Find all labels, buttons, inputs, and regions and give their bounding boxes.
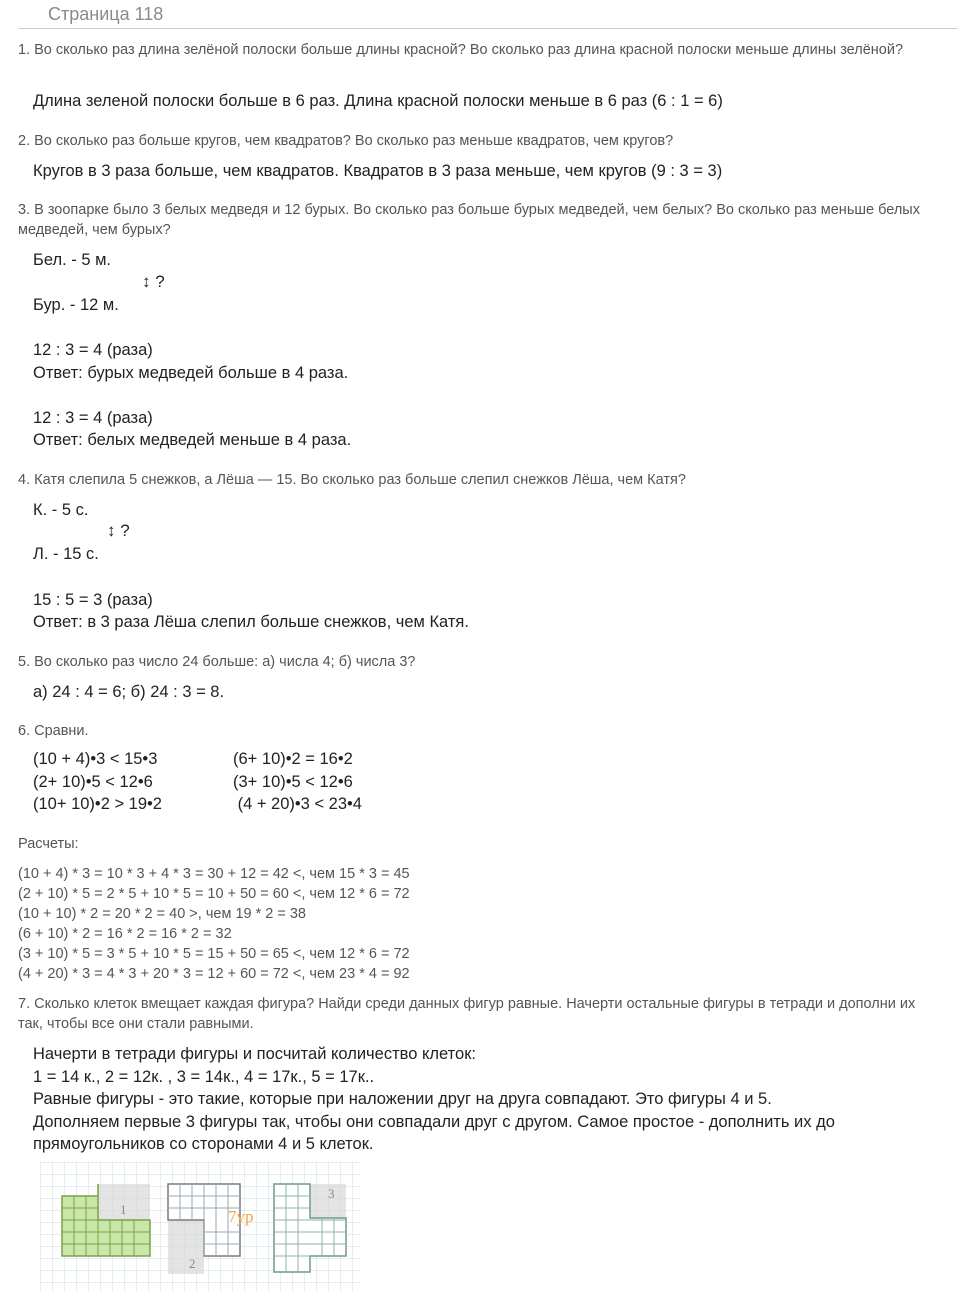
q4-calc: 15 : 5 = 3 (раза) (33, 591, 153, 609)
figure-label-1: 1 (120, 1202, 127, 1217)
answer-2: Кругов в 3 раза больше, чем квадратов. Квадратов в 3 раза меньше, чем кругов (9 : 3 = 3) (33, 162, 723, 180)
calc-line-2: (2 + 10) * 5 = 2 * 5 + 10 * 5 = 10 + 50 = 60 <, чем 12 * 6 = 72 (18, 886, 410, 902)
q3-answer-2: Ответ: белых медведей меньше в 4 раза. (33, 431, 352, 449)
q7-line-2: 1 = 14 к., 2 = 12к. , 3 = 14к., 4 = 17к., 5 = 17к.. (33, 1068, 375, 1086)
question-3: 3. В зоопарке было 3 белых медведя и 12 бурых. Во сколько раз больше бурых медведей, чем белых? Во сколько раз меньше белых медведей, чем бурых? (18, 202, 920, 238)
calc-label: Расчеты: (18, 836, 79, 852)
compare-left-2: (2+ 10)•5 < 12•6 (33, 773, 153, 791)
q3-compare-arrow: ↕ ? (142, 272, 165, 291)
figure-label-2: 2 (189, 1256, 196, 1271)
answer-1: Длина зеленой полоски больше в 6 раз. Длина красной полоски меньше в 6 раз (6 : 1 = 6) (33, 92, 723, 110)
q4-compare-arrow: ↕ ? (107, 521, 130, 540)
calc-line-4: (6 + 10) * 2 = 16 * 2 = 16 * 2 = 32 (18, 926, 232, 942)
q3-calc-1: 12 : 3 = 4 (раза) (33, 341, 153, 359)
q7-line-1: Начерти в тетради фигуры и посчитай количество клеток: (33, 1045, 476, 1063)
q7-line-5: прямоугольников со сторонами 4 и 5 клеток. (33, 1135, 374, 1153)
q4-katya: К. - 5 с. (33, 501, 89, 519)
q3-brown-bears: Бур. - 12 м. (33, 296, 119, 314)
compare-right-1: (6+ 10)•2 = 16•2 (233, 750, 353, 768)
question-7: 7. Сколько клеток вмещает каждая фигура? Найди среди данных фигур равные. Начерти остальные фигуры в тетради и дополни их так, чтобы все они стали равными. (18, 996, 916, 1032)
question-6: 6. Сравни. (18, 723, 89, 739)
q7-line-4: Дополняем первые 3 фигуры так, чтобы они совпадали друг с другом. Самое простое - дополнить их до (33, 1113, 835, 1131)
figure-2-shade (168, 1220, 204, 1274)
calc-line-1: (10 + 4) * 3 = 10 * 3 + 4 * 3 = 30 + 12 = 42 <, чем 15 * 3 = 45 (18, 866, 410, 882)
q3-calc-2: 12 : 3 = 4 (раза) (33, 409, 153, 427)
calc-line-5: (3 + 10) * 5 = 3 * 5 + 10 * 5 = 15 + 50 = 65 <, чем 12 * 6 = 72 (18, 946, 410, 962)
q4-answer: Ответ: в 3 раза Лёша слепил больше снежков, чем Катя. (33, 613, 469, 631)
question-1: 1. Во сколько раз длина зелёной полоски больше длины красной? Во сколько раз длина красной полоски меньше длины зелёной? (18, 42, 904, 58)
q4-lesha: Л. - 15 с. (33, 545, 99, 563)
calc-line-3: (10 + 10) * 2 = 20 * 2 = 40 >, чем 19 * 2 = 38 (18, 906, 306, 922)
compare-right-3: (4 + 20)•3 < 23•4 (233, 795, 362, 813)
compare-right-2: (3+ 10)•5 < 12•6 (233, 773, 353, 791)
grid-figures-illustration (40, 1162, 360, 1292)
compare-left-1: (10 + 4)•3 < 15•3 (33, 750, 158, 768)
question-2: 2. Во сколько раз больше кругов, чем квадратов? Во сколько раз меньше квадратов, чем кругов? (18, 133, 674, 149)
answer-5: а) 24 : 4 = 6; б) 24 : 3 = 8. (33, 683, 225, 701)
figure-label-3: 3 (328, 1186, 335, 1201)
compare-left-3: (10+ 10)•2 > 19•2 (33, 795, 162, 813)
question-5: 5. Во сколько раз число 24 больше: а) числа 4; б) числа 3? (18, 654, 416, 670)
page-title: Страница 118 (48, 4, 164, 24)
q7-line-3: Равные фигуры - это такие, которые при наложении друг на друга совпадают. Это фигуры 4 и 5. (33, 1090, 772, 1108)
watermark: 7ур (228, 1207, 254, 1226)
page-header (18, 0, 958, 29)
q3-white-bears: Бел. - 5 м. (33, 251, 112, 269)
question-4: 4. Катя слепила 5 снежков, а Лёша — 15. Во сколько раз больше слепил снежков Лёша, чем Катя? (18, 472, 686, 488)
calc-line-6: (4 + 20) * 3 = 4 * 3 + 20 * 3 = 12 + 60 = 72 <, чем 23 * 4 = 92 (18, 966, 410, 982)
q3-answer-1: Ответ: бурых медведей больше в 4 раза. (33, 364, 349, 382)
